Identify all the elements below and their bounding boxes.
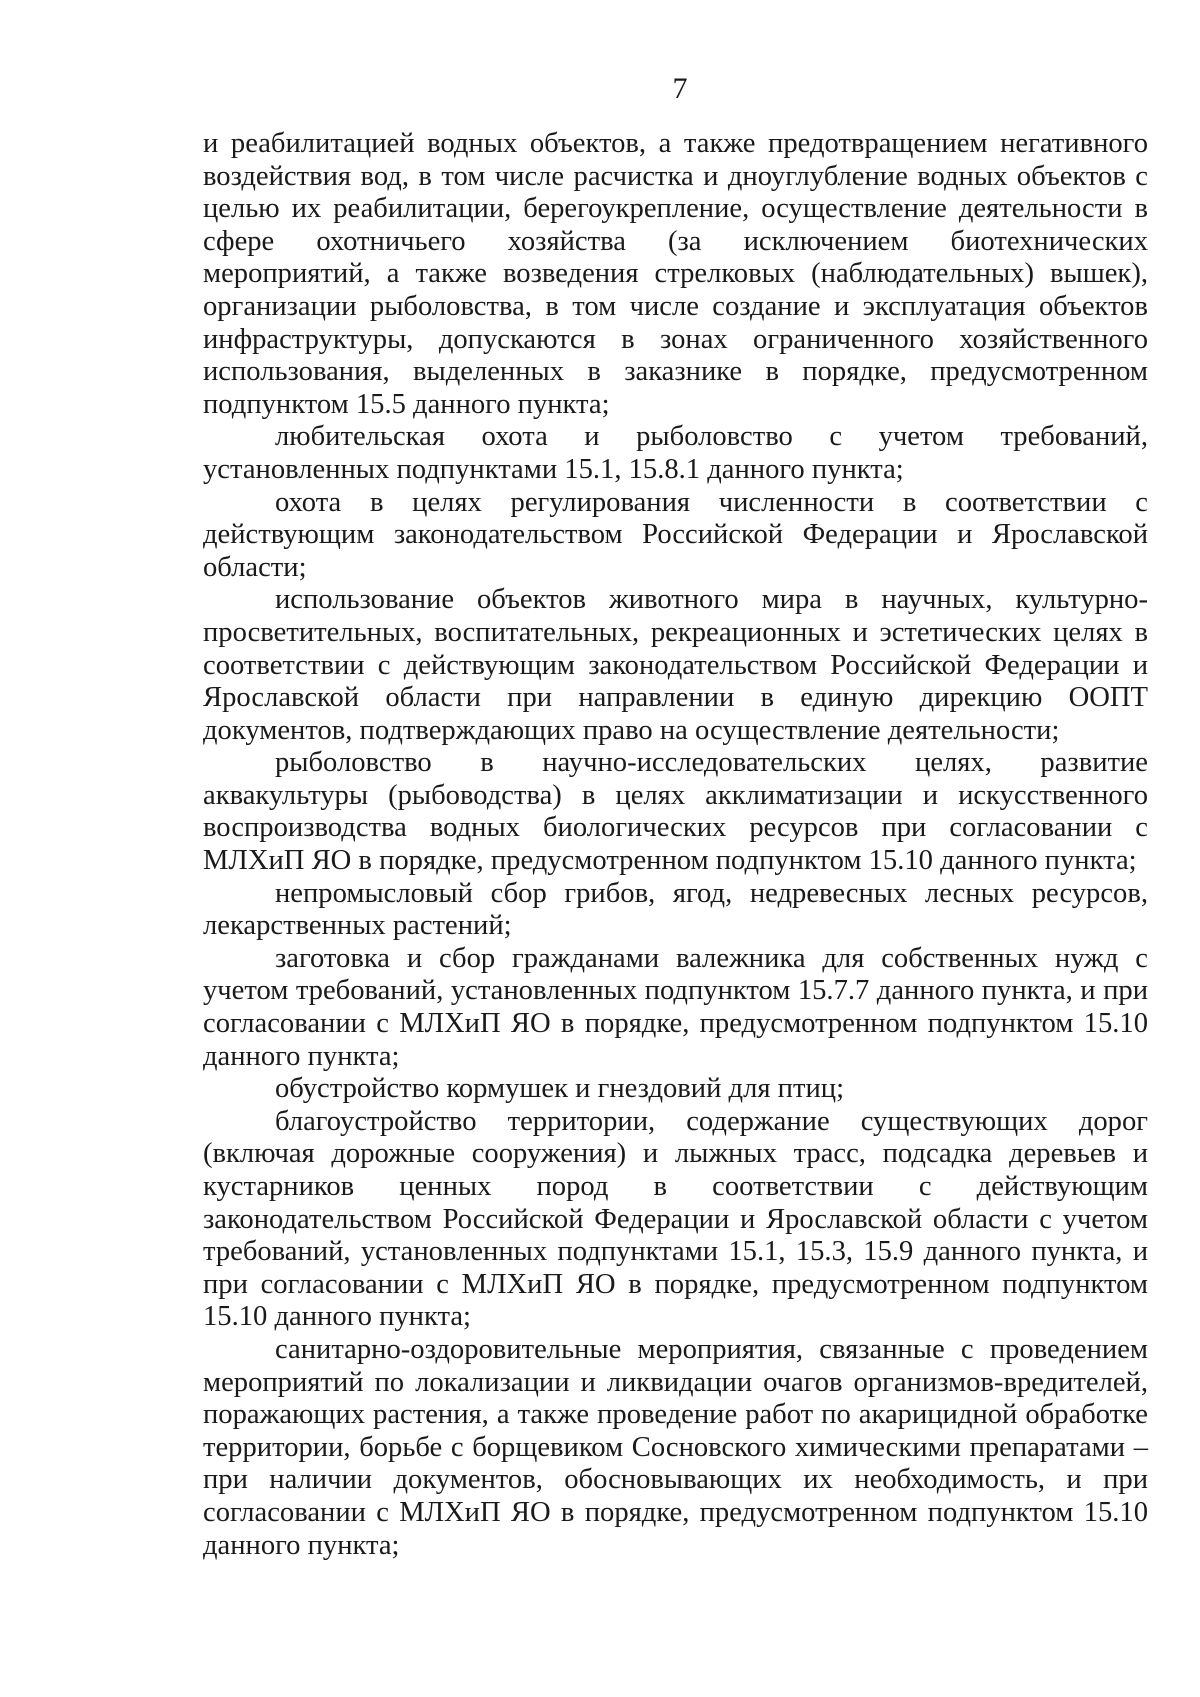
paragraph-1: и реабилитацией водных объектов, а также предотвращением негативного воздействия вод, в том числе расчистка и дноуглубление водных объектов с целью их реабилитации, берегоукрепление, осуществление деятельности в сфере охотничьего хозяйства (за исключением биотехнических мероприятий, а также возведения стрелковых (наблюдательных) вышек), организации рыболовства, в том числе создание и эксплуатация объектов инфраструктуры, допускаются в зонах ограниченного хозяйственного использования, выделенных в заказнике в порядке, предусмотренном подпунктом 15.5 данного пункта; (203, 128, 1148, 420)
paragraph-9: благоустройство территории, содержание существующих дорог (включая дорожные сооружения) и лыжных трасс, подсадка деревьев и кустарников ценных пород в соответствии с действующим законодательством Российской Федерации и Ярославской области с учетом требований, установленных подпунктами 15.1, 15.3, 15.9 данного пункта, и при согласовании с МЛХиП ЯО в порядке, предусмотренном подпунктом 15.10 данного пункта; (203, 1105, 1148, 1333)
paragraph-6: непромысловый сбор грибов, ягод, недревесных лесных ресурсов, лекарственных растений; (203, 877, 1148, 942)
paragraph-4: использование объектов животного мира в научных, культурно-просветительных, воспитательных, рекреационных и эстетических целях в соответствии с действующим законодательством Российской Федерации и Ярославской области при направлении в единую дирекцию ООПТ документов, подтверждающих право на осуществление деятельности; (203, 584, 1148, 746)
paragraph-3: охота в целях регулирования численности в соответствии с действующим законодательством Российской Федерации и Ярославской области; (203, 486, 1148, 583)
paragraph-10: санитарно-оздоровительные мероприятия, связанные с проведением мероприятий по локализации и ликвидации очагов организмов-вредителей, поражающих растения, а также проведение работ по акарицидной обработке территории, борьбе с борщевиком Сосновского химическими препаратами – при наличии документов, обосновывающих их необходимость, и при согласовании с МЛХиП ЯО в порядке, предусмотренном подпунктом 15.10 данного пункта; (203, 1333, 1148, 1561)
paragraph-7: заготовка и сбор гражданами валежника для собственных нужд с учетом требований, установленных подпунктом 15.7.7 данного пункта, и при согласовании с МЛХиП ЯО в порядке, предусмотренном подпунктом 15.10 данного пункта; (203, 942, 1148, 1072)
page-number: 7 (672, 72, 688, 105)
paragraph-5: рыболовство в научно-исследовательских целях, развитие аквакультуры (рыбоводства) в целях акклиматизации и искусственного воспроизводства водных биологических ресурсов при согласовании с МЛХиП ЯО в порядке, предусмотренном подпунктом 15.10 данного пункта; (203, 747, 1148, 877)
document-body (203, 128, 1148, 1562)
paragraph-8: обустройство кормушек и гнездовий для птиц; (275, 1073, 845, 1105)
paragraph-2: любительская охота и рыболовство с учетом требований, установленных подпунктами 15.1, 15.8.1 данного пункта; (203, 421, 1148, 485)
